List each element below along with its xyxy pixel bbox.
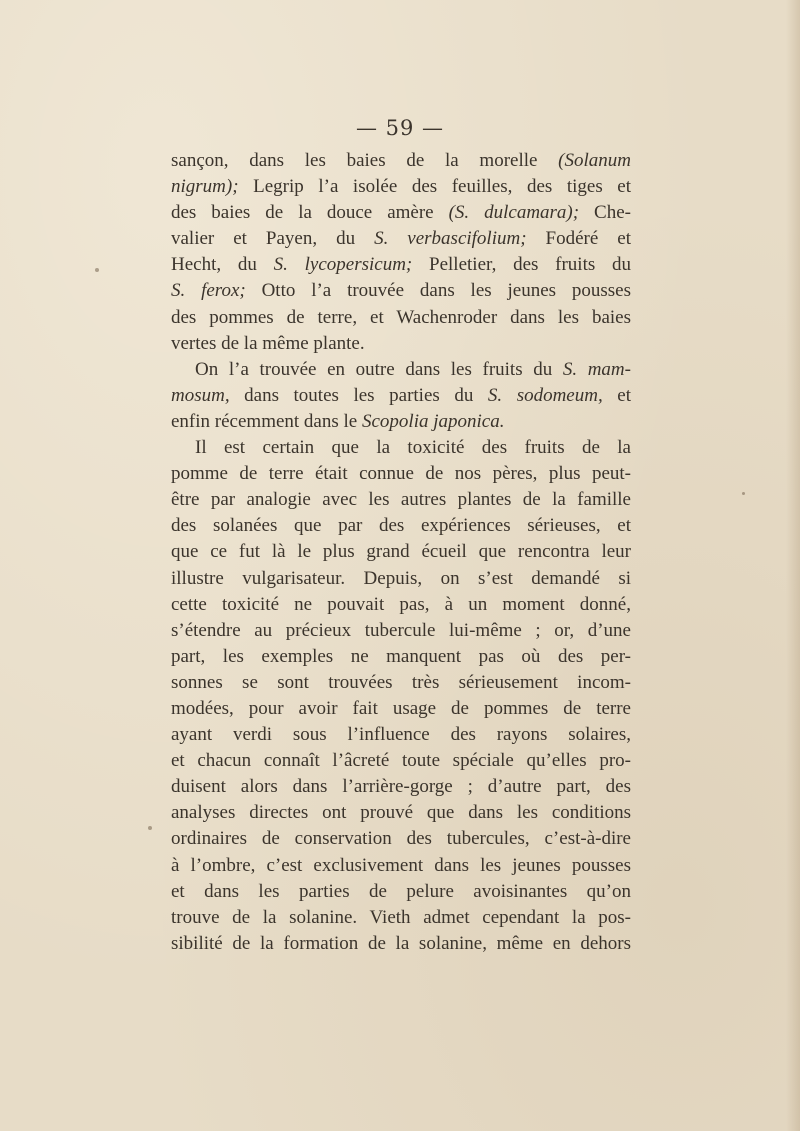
text-segment: Fodéré et xyxy=(526,228,631,250)
text-line xyxy=(171,592,631,618)
text-line xyxy=(171,748,631,774)
italic-text-segment: S. mam- xyxy=(562,358,631,380)
text-segment: s’étendre au précieux tubercule lui-même ; or, d’une xyxy=(171,619,631,641)
text-segment: des solanées que par des expériences sérieuses, et xyxy=(171,515,631,537)
text-line xyxy=(171,357,631,383)
text-segment: sibilité de la formation de la solanine, même en dehors xyxy=(171,932,631,954)
page-edge-shadow xyxy=(786,0,800,1131)
text-line xyxy=(171,383,631,409)
text-segment: des pommes de terre, et Wachenroder dans les baies xyxy=(171,306,631,328)
text-line xyxy=(171,539,631,565)
text-segment: duisent alors dans l’arrière-gorge ; d’autre part, des xyxy=(171,776,631,798)
text-segment: valier et Payen, du xyxy=(171,228,375,250)
text-segment: sançon, dans les baies de la morelle xyxy=(171,150,559,171)
text-line xyxy=(171,826,631,852)
text-segment: sonnes se sont trouvées très sérieusement incom- xyxy=(171,671,631,693)
text-line xyxy=(171,487,631,513)
italic-text-segment: S. lycopersicum; xyxy=(273,254,413,276)
text-line xyxy=(171,278,631,304)
text-line xyxy=(171,800,631,826)
text-segment: vertes de la même plante. xyxy=(171,332,365,354)
italic-text-segment: S. ferox; xyxy=(171,280,246,302)
text-segment: et xyxy=(602,384,631,406)
text-segment: cette toxicité ne pouvait pas, à un moment donné, xyxy=(171,593,631,615)
text-segment: Hecht, du xyxy=(171,254,274,276)
italic-text-segment: (S. dulcamara); xyxy=(448,202,580,224)
text-line xyxy=(171,696,631,722)
page-number: — 59 — xyxy=(355,116,445,140)
text-segment: Pelletier, des fruits du xyxy=(412,254,631,276)
text-line xyxy=(171,461,631,487)
text-line xyxy=(171,226,631,252)
italic-text-segment: mosum, xyxy=(171,384,230,406)
text-line xyxy=(171,618,631,644)
text-line xyxy=(171,722,631,748)
text-segment: enfin récemment dans le xyxy=(171,410,362,432)
paper-speck xyxy=(95,268,99,272)
italic-text-segment: S. verbascifolium; xyxy=(374,228,527,250)
text-line xyxy=(171,331,631,357)
text-segment: analyses directes ont prouvé que dans les conditions xyxy=(171,802,631,824)
italic-text-segment: (Solanum xyxy=(558,150,631,171)
text-line xyxy=(171,409,631,435)
text-segment: part, les exemples ne manquent pas où des per- xyxy=(171,645,631,667)
text-line xyxy=(171,174,631,200)
text-segment: et chacun connaît l’âcreté toute spéciale qu’elles pro- xyxy=(171,750,631,772)
italic-text-segment: Scopolia japonica. xyxy=(361,410,505,432)
text-line xyxy=(171,644,631,670)
text-line xyxy=(171,931,631,957)
text-line xyxy=(171,853,631,879)
text-line xyxy=(171,905,631,931)
text-segment: On l’a trouvée en outre dans les fruits du xyxy=(195,358,563,380)
text-line xyxy=(171,513,631,539)
text-segment: que ce fut là le plus grand écueil que rencontra leur xyxy=(171,541,631,563)
text-segment: illustre vulgarisateur. Depuis, on s’est demandé si xyxy=(171,567,631,589)
paper-speck xyxy=(742,492,745,495)
text-line xyxy=(171,670,631,696)
text-line xyxy=(171,435,631,461)
text-segment: dans toutes les parties du xyxy=(229,384,488,406)
text-segment: et dans les parties de pelure avoisinantes qu’on xyxy=(171,880,631,902)
text-segment: Otto l’a trouvée dans les jeunes pousses xyxy=(245,280,631,302)
text-segment: Che- xyxy=(579,202,631,224)
text-line xyxy=(171,148,631,174)
text-segment: des baies de la douce amère xyxy=(171,202,449,224)
text-line xyxy=(171,566,631,592)
text-segment: modées, pour avoir fait usage de pommes de terre xyxy=(171,697,631,719)
italic-text-segment: nigrum); xyxy=(171,176,239,198)
text-segment: Il est certain que la toxicité des fruits de la xyxy=(195,437,631,459)
text-segment: trouve de la solanine. Vieth admet cependant la pos- xyxy=(171,906,631,928)
text-line xyxy=(171,879,631,905)
italic-text-segment: S. sodomeum, xyxy=(487,384,603,406)
text-segment: pomme de terre était connue de nos pères, plus peut- xyxy=(171,463,631,485)
text-segment: être par analogie avec les autres plantes de la famille xyxy=(171,489,631,511)
text-line xyxy=(171,774,631,800)
text-segment: Legrip l’a isolée des feuilles, des tiges et xyxy=(238,176,631,198)
text-segment: à l’ombre, c’est exclusivement dans les jeunes pousses xyxy=(171,854,631,876)
text-segment: ordinaires de conservation des tubercules, c’est-à-dire xyxy=(171,828,631,850)
paper-speck xyxy=(148,826,152,830)
text-line xyxy=(171,200,631,226)
text-line xyxy=(171,305,631,331)
text-segment: ayant verdi sous l’influence des rayons solaires, xyxy=(171,724,631,746)
text-line xyxy=(171,252,631,278)
body-text xyxy=(171,148,631,957)
